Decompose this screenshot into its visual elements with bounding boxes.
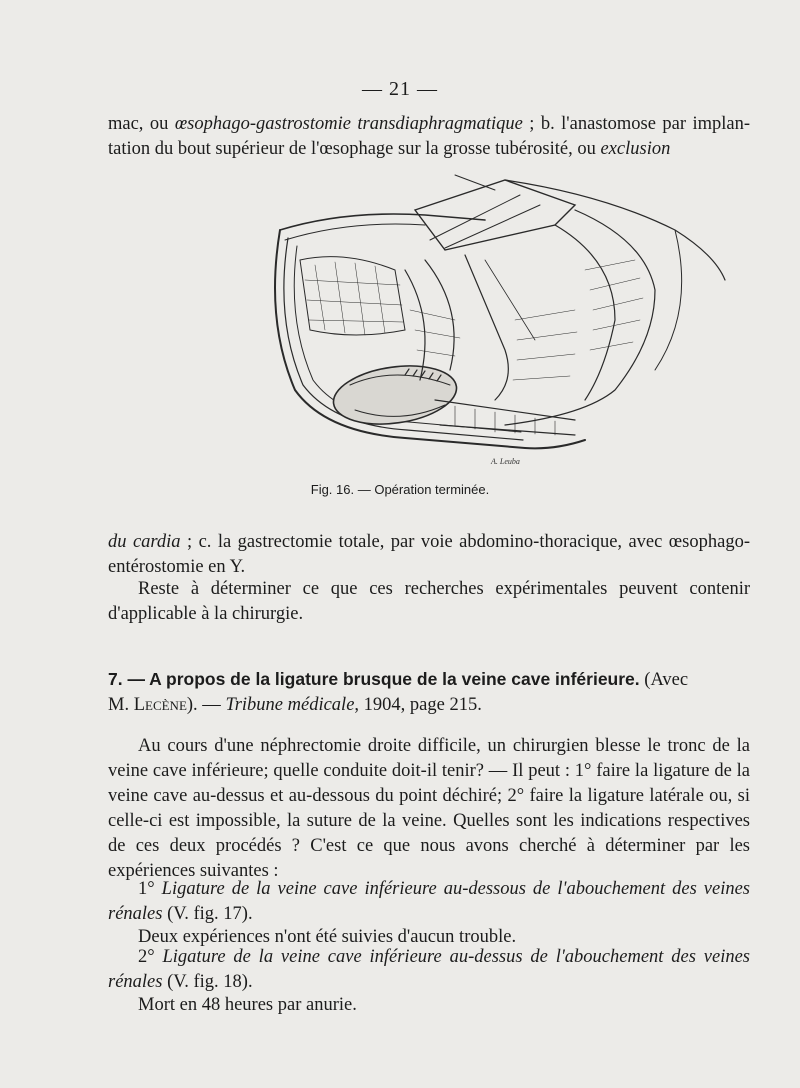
text-run: (Avec bbox=[639, 670, 689, 690]
text-run: ). — bbox=[186, 695, 226, 715]
figure-ref: (V. fig. 17). bbox=[162, 904, 253, 924]
italic-term: exclusion bbox=[600, 139, 671, 159]
item-1 bbox=[108, 877, 750, 927]
item-number: 2° bbox=[138, 947, 163, 967]
text-run: Mort en 48 heures par anurie. bbox=[138, 995, 357, 1015]
item-title: Ligature de la veine cave inférieure au-dessous de l'abouchement des veines rénales bbox=[108, 879, 750, 924]
page-number: — 21 — bbox=[362, 78, 438, 100]
italic-term: œsophago-gastrostomie transdiaphragmatique bbox=[174, 114, 523, 134]
item-2-result bbox=[108, 993, 750, 1018]
text-run: ; b. l'anastomose par implan- bbox=[522, 114, 750, 134]
paragraph-top bbox=[108, 112, 750, 162]
italic-term: du cardia bbox=[108, 532, 181, 552]
journal-name: Tribune médicale bbox=[225, 695, 355, 715]
item-title: Ligature de la veine cave inférieure au-dessus de l'abouchement des veines rénales bbox=[108, 947, 750, 992]
surgical-illustration bbox=[255, 170, 735, 470]
paragraph-intro bbox=[108, 734, 750, 884]
figure-ref: (V. fig. 18). bbox=[162, 972, 253, 992]
paragraph-after-figure bbox=[108, 530, 750, 580]
figure-caption: Fig. 16. — Opération terminée. bbox=[310, 482, 490, 497]
section-title: A propos de la ligature brusque de la veine cave inférieure. bbox=[149, 669, 640, 689]
illustration-drawing bbox=[255, 170, 735, 470]
section-number: 7. — bbox=[108, 669, 150, 689]
item-number: 1° bbox=[138, 879, 162, 899]
text-run: ; c. la gastrectomie totale, par voie abdomino-thoracique, avec œsophago-entérostomie en Y. bbox=[108, 532, 750, 577]
text-run: mac, ou bbox=[108, 114, 175, 134]
item-2 bbox=[108, 945, 750, 995]
citation: , 1904, page 215. bbox=[354, 695, 482, 715]
section-7-heading bbox=[108, 667, 750, 718]
author-name: Lecène bbox=[133, 695, 187, 715]
text-run: tation du bout supérieur de l'œsophage sur la grosse tubérosité, ou bbox=[108, 139, 601, 159]
text-run: Reste à déterminer ce que ces recherches expérimentales peuvent contenir d'applicable à la chirurgie. bbox=[108, 579, 750, 624]
text-run: M. bbox=[108, 695, 134, 715]
paragraph-reste bbox=[108, 577, 750, 627]
illustrator-signature: A. Leuba bbox=[491, 457, 520, 466]
text-run: Deux expériences n'ont été suivies d'aucun trouble. bbox=[138, 927, 517, 947]
text-run: Au cours d'une néphrectomie droite difficile, un chirurgien blesse le tronc de la veine cave inférieure; quelle conduite doit-il tenir? — Il peut : 1° faire la ligature de la veine cave au-dessus et au-dessous du point déchiré; 2° faire la ligature latérale ou, si celle-ci est impossible, la suture de la veine. Quelles sont les indications respectives de ces deux procédés ? C'est ce que nous avons cherché à déterminer par les expériences suivantes : bbox=[108, 736, 750, 881]
